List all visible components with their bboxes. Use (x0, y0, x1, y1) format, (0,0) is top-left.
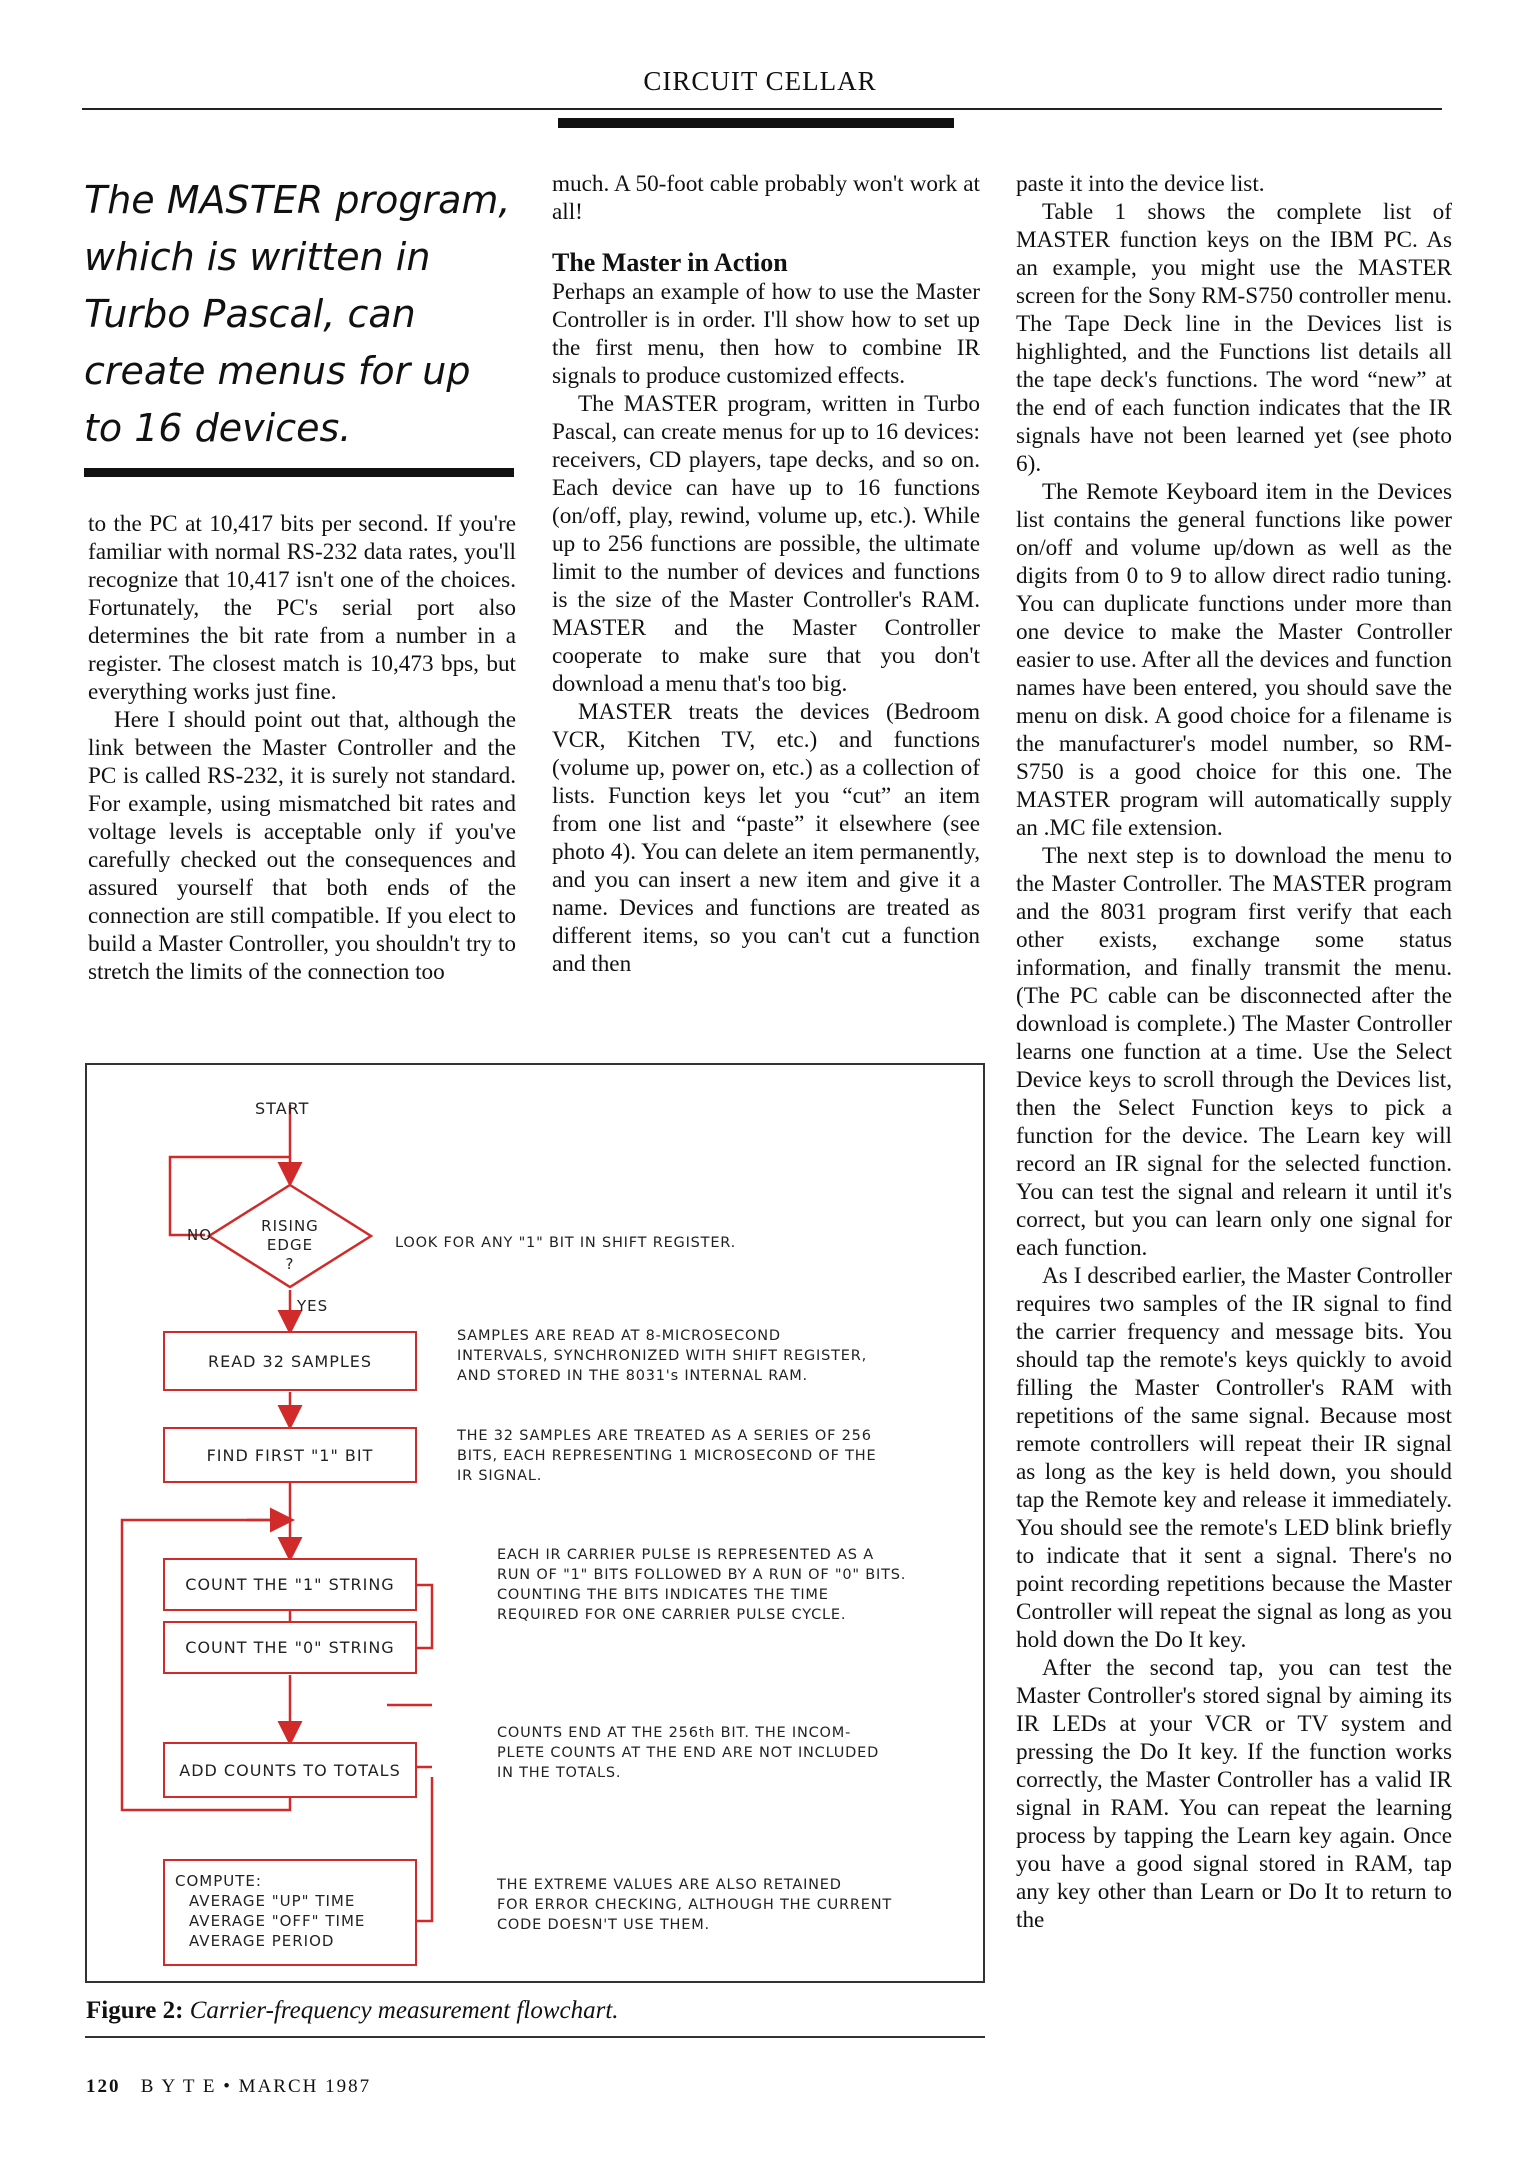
read-samples-box: READ 32 SAMPLES (163, 1331, 417, 1391)
paragraph: much. A 50-foot cable probably won't work at all! (552, 171, 980, 225)
paragraph: MASTER treats the devices (Bedroom VCR, Kitchen TV, etc.) and functions (volume up, power on, etc.) as a collection of lists. Function keys let you “cut” an item from one list and “paste” it elsewhere (see photo 4). You can delete an item permanently, and you can insert a new item and give it a name. Devices and functions are treated as different items, so you can't cut a function and then (552, 699, 980, 977)
compute-note: THE EXTREME VALUES ARE ALSO RETAINED FOR ERROR CHECKING, ALTHOUGH THE CURRENT CODE DOESN'T USE THEM. (497, 1877, 893, 1933)
pull-quote-rule (84, 468, 514, 477)
compute-line: AVERAGE PERIOD (189, 1932, 335, 1950)
caption-label: Figure 2: (86, 1997, 184, 2024)
paragraph: Here I should point out that, although the link between the Master Controller and the PC is called RS-232, it is surely not standard. For example, using mismatched bit rates and voltage levels is acceptable only if you've carefully checked out the consequences and assured yourself that both ends of the connection are still compatible. If you elect to build a Master Controller, you shouldn't try to stretch the limits of the connection too (88, 707, 516, 985)
count-note: EACH IR CARRIER PULSE IS REPRESENTED AS A RUN OF "1" BITS FOLLOWED BY A RUN OF "0" BITS. COUNTING THE BITS INDICATES THE TIME REQUIRED FOR ONE CARRIER PULSE CYCLE. (497, 1547, 907, 1623)
paragraph: As I described earlier, the Master Controller requires two samples of the IR signal to find the carrier frequency and message bits. You should tap the remote's keys quickly to avoid filling the Master Controller's RAM with repetitions of the same signal. Because most remote controllers will repeat their IR signal as long as the key is held down, you should tap the Remote key and release it immediately. You should see the remote's LED blink briefly to indicate that it sent a signal. There's no point recording repetitions because the Master Controller will repeat the signal as long as you hold down the Do It key. (1016, 1263, 1452, 1653)
find-first-bit-box: FIND FIRST "1" BIT (163, 1427, 417, 1483)
compute-box (163, 1859, 417, 1966)
caption-rule (85, 2036, 985, 2038)
paragraph: to the PC at 10,417 bits per second. If you're familiar with normal RS-232 data rates, you'll recognize that 10,417 isn't one of the choices. Fortunately, the PC's serial port also determines the bit rate from a number in a register. The closest match is 10,473 bps, but everything works just fine. (88, 511, 516, 705)
section-heading: The Master in Action (552, 248, 788, 277)
decision-line: ? (285, 1255, 295, 1273)
paragraph: The next step is to download the menu to the Master Controller. The MASTER program and the 8031 program first verify that each other exists, exchange some status information, and finally transmit the menu. (The PC cable can be disconnected after the download is complete.) The Master Controller learns one function at a time. Use the Select Device keys to scroll through the Devices list, then the Select Function keys to pick a function for the device. The Learn key will record an IR signal for the selected function. You can test the signal and relearn it until it's correct, but you can learn only one signal for each function. (1016, 843, 1452, 1261)
start-label: START (255, 1099, 310, 1118)
column-1 (88, 510, 516, 986)
decision-label (237, 1217, 343, 1274)
issue-date: MARCH 1987 (238, 2076, 372, 2097)
publication-name: B Y T E (140, 2076, 217, 2097)
paragraph: paste it into the device list. (1016, 171, 1265, 197)
compute-line: COMPUTE: (175, 1872, 262, 1890)
paragraph: Table 1 shows the complete list of MASTER function keys on the IBM PC. As an example, you might use the MASTER screen for the Sony RM-S750 controller menu. The Tape Deck line in the Devices list is highlighted, and the Functions list details all the tape deck's functions. The word “new” at the end of each function indicates that the IR signals have not been learned yet (see photo 6). (1016, 199, 1452, 477)
decision-line: EDGE (266, 1236, 314, 1254)
figure-caption (86, 1997, 619, 2025)
header-rule (82, 108, 1442, 110)
yes-label: YES (297, 1297, 329, 1315)
caption-text: Carrier-frequency measurement flowchart. (189, 1997, 619, 2024)
header-bar (558, 118, 954, 128)
decision-note: LOOK FOR ANY "1" BIT IN SHIFT REGISTER. (395, 1235, 737, 1251)
flowchart-figure (85, 1063, 985, 1983)
no-label: NO (187, 1226, 213, 1244)
decision-line: RISING (261, 1217, 319, 1235)
find-first-bit-note: THE 32 SAMPLES ARE TREATED AS A SERIES OF 256 BITS, EACH REPRESENTING 1 MICROSECOND OF THE IR SIGNAL. (457, 1428, 877, 1484)
page-number: 120 (86, 2076, 121, 2097)
paragraph: The MASTER program, written in Turbo Pascal, can create menus for up to 16 devices: receivers, CD players, tape decks, and so on. Each device can have up to 16 functions (on/off, play, rewind, volume up, etc.). While up to 256 functions are possible, the ultimate limit to the number of devices and functions is the size of the Master Controller's RAM. MASTER and the Master Controller cooperate to make sure that you don't download a menu that's too big. (552, 391, 980, 697)
compute-line: AVERAGE "OFF" TIME (189, 1912, 366, 1930)
paragraph: The Remote Keyboard item in the Devices list contains the general functions like power on/off and volume up/down as well as the digits from 0 to 9 to allow direct radio tuning. You can duplicate functions under more than one device to make the Master Controller easier to use. After all the devices and function names have been entered, you should save the menu on disk. A good choice for a filename is the manufacturer's model number, so RM-S750 is a good choice for this one. The MASTER program will automatically supply an .MC file extension. (1016, 479, 1452, 841)
column-2 (552, 170, 980, 978)
paragraph: Perhaps an example of how to use the Master Controller is in order. I'll show how to set up the first menu, then how to combine IR signals to produce customized effects. (552, 279, 980, 389)
column-3 (1016, 170, 1452, 1934)
add-counts-note: COUNTS END AT THE 256th BIT. THE INCOM- PLETE COUNTS AT THE END ARE NOT INCLUDED IN THE TOTALS. (497, 1725, 880, 1781)
count-ones-box: COUNT THE "1" STRING (163, 1558, 417, 1611)
count-zeros-box: COUNT THE "0" STRING (163, 1621, 417, 1674)
footer-separator: • (223, 2076, 232, 2097)
pull-quote: The MASTER program, which is written in Turbo Pascal, can create menus for up to 16 devices. (84, 178, 511, 450)
section-title: CIRCUIT CELLAR (643, 66, 877, 96)
add-counts-box: ADD COUNTS TO TOTALS (163, 1742, 417, 1798)
read-samples-note: SAMPLES ARE READ AT 8-MICROSECOND INTERVALS, SYNCHRONIZED WITH SHIFT REGISTER, AND STORED IN THE 8031's INTERNAL RAM. (457, 1328, 868, 1384)
paragraph: After the second tap, you can test the Master Controller's stored signal by aiming its IR LEDs at your VCR or TV system and pressing the Do It key. If the function works correctly, the Master Controller has a valid IR signal in RAM. You can repeat the learning process by tapping the Learn key again. Once you have a good signal stored in RAM, tap any key other than Learn or Do It to return to the (1016, 1655, 1452, 1933)
compute-line: AVERAGE "UP" TIME (189, 1892, 356, 1910)
page-footer (86, 2076, 371, 2098)
